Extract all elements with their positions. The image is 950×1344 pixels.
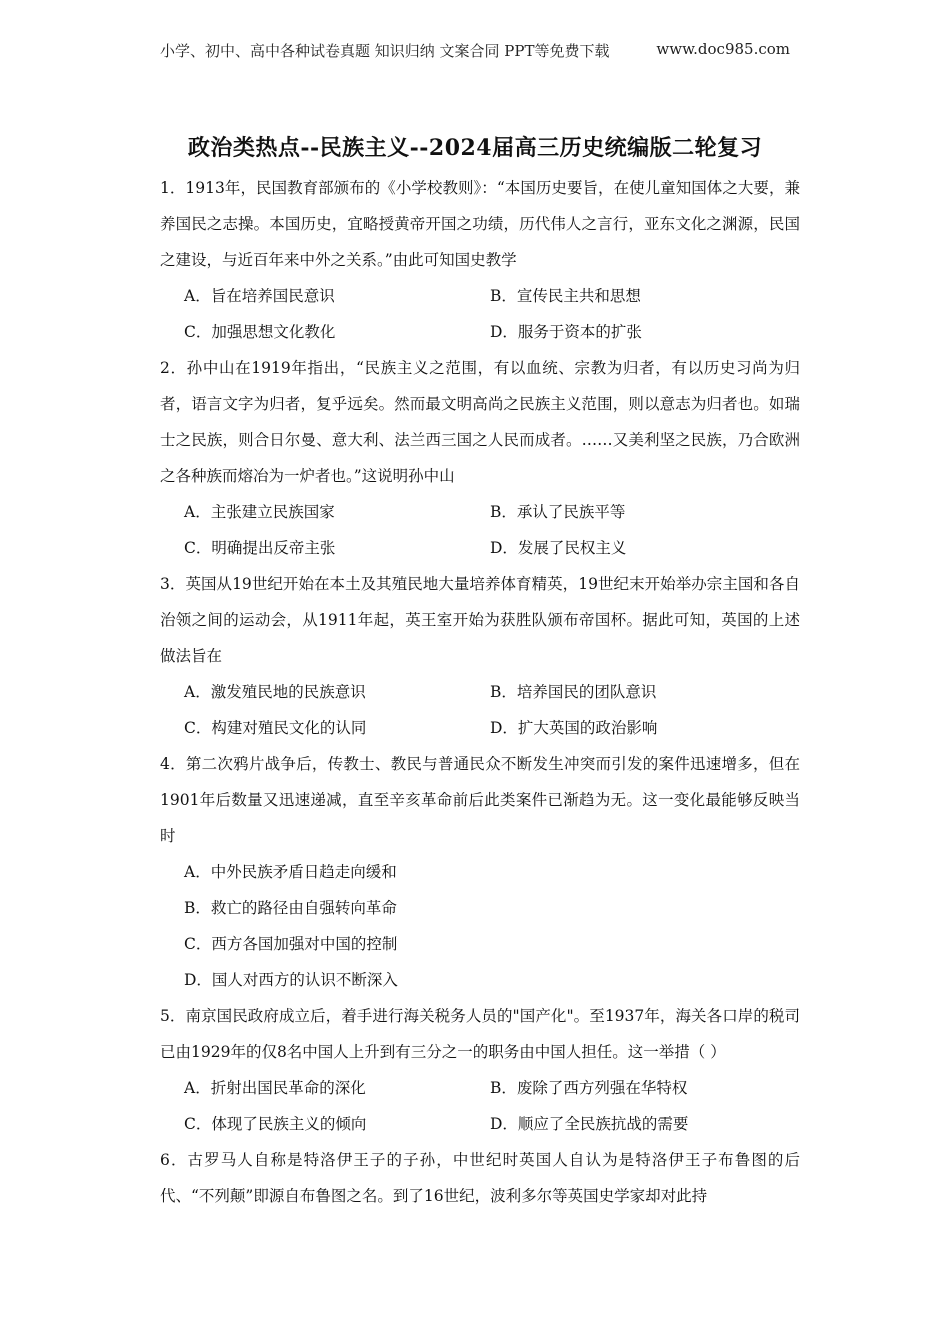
option-b[interactable]: B．废除了西方列强在华特权 [490, 1079, 688, 1097]
option-a[interactable]: A．旨在培养国民意识 [184, 287, 335, 305]
question-2 [160, 350, 800, 566]
document-body [160, 170, 800, 1214]
question-stem: 6．古罗马人自称是特洛伊王子的子孙，中世纪时英国人自认为是特洛伊王子布鲁图的后代、“不列颠”即源自布鲁图之名。到了16世纪，波利多尔等英国史学家却对此持 [160, 1151, 800, 1205]
option-b[interactable]: B．承认了民族平等 [490, 503, 626, 521]
options-group [160, 1070, 800, 1142]
option-b[interactable]: B．宣传民主共和思想 [490, 287, 641, 305]
question-4 [160, 746, 800, 998]
options-group [160, 278, 800, 350]
option-b[interactable]: B．救亡的路径由自强转向革命 [184, 899, 397, 917]
option-d[interactable]: D．扩大英国的政治影响 [490, 719, 658, 737]
option-a[interactable]: A．中外民族矛盾日趋走向缓和 [184, 863, 397, 881]
options-group [160, 674, 800, 746]
option-c[interactable]: C．明确提出反帝主张 [184, 539, 336, 557]
option-d[interactable]: D．发展了民权主义 [490, 539, 627, 557]
options-group [160, 494, 800, 566]
header-website-link[interactable]: www.doc985.com [656, 40, 790, 58]
option-c[interactable]: C．加强思想文化教化 [184, 323, 336, 341]
question-stem: 4．第二次鸦片战争后，传教士、教民与普通民众不断发生冲突而引发的案件迅速增多，但在1901年后数量又迅速递减，直至辛亥革命前后此类案件已渐趋为无。这一变化最能够反映当时 [160, 755, 800, 845]
page-header [160, 40, 790, 64]
question-stem: 3．英国从19世纪开始在本土及其殖民地大量培养体育精英，19世纪末开始举办宗主国和各自治领之间的运动会，从1911年起，英王室开始为获胜队颁布帝国杯。据此可知，英国的上述做法旨在 [160, 575, 800, 665]
header-promo-text: 小学、初中、高中各种试卷真题 知识归纳 文案合同 PPT等免费下载 [160, 42, 610, 60]
option-d[interactable]: D．顺应了全民族抗战的需要 [490, 1115, 689, 1133]
option-c[interactable]: C．体现了民族主义的倾向 [184, 1115, 367, 1133]
question-1 [160, 170, 800, 350]
question-3 [160, 566, 800, 746]
question-stem: 5．南京国民政府成立后，着手进行海关税务人员的"国产化"。至1937年，海关各口岸的税司已由1929年的仅8名中国人上升到有三分之一的职务由中国人担任。这一举措（ ） [160, 1007, 800, 1061]
option-b[interactable]: B．培养国民的团队意识 [490, 683, 657, 701]
option-a[interactable]: A．主张建立民族国家 [184, 503, 335, 521]
option-c[interactable]: C．西方各国加强对中国的控制 [184, 935, 398, 953]
question-stem: 1．1913年，民国教育部颁布的《小学校教则》：“本国历史要旨，在使儿童知国体之大要，兼养国民之志操。本国历史，宜略授黄帝开国之功绩，历代伟人之言行，亚东文化之渊源，民国之建设，与近百年来中外之关系。”由此可知国史教学 [160, 179, 800, 269]
option-a[interactable]: A．激发殖民地的民族意识 [184, 683, 366, 701]
option-a[interactable]: A．折射出国民革命的深化 [184, 1079, 366, 1097]
option-d[interactable]: D．服务于资本的扩张 [490, 323, 642, 341]
document-title: 政治类热点--民族主义--2024届高三历史统编版二轮复习 [187, 135, 763, 161]
options-group [160, 854, 800, 998]
question-stem: 2．孙中山在1919年指出，“民族主义之范围，有以血统、宗教为归者，有以历史习尚为归者，语言文字为归者，复乎远矣。然而最文明高尚之民族主义范围，则以意志为归者也。如瑞士之民族，则合日尔曼、意大利、法兰西三国之人民而成者。……又美利坚之民族，乃合欧洲之各种族而熔冶为一炉者也。”这说明孙中山 [160, 359, 800, 485]
question-6 [160, 1142, 800, 1214]
question-5 [160, 998, 800, 1142]
option-d[interactable]: D．国人对西方的认识不断深入 [184, 971, 398, 989]
option-c[interactable]: C．构建对殖民文化的认同 [184, 719, 367, 737]
